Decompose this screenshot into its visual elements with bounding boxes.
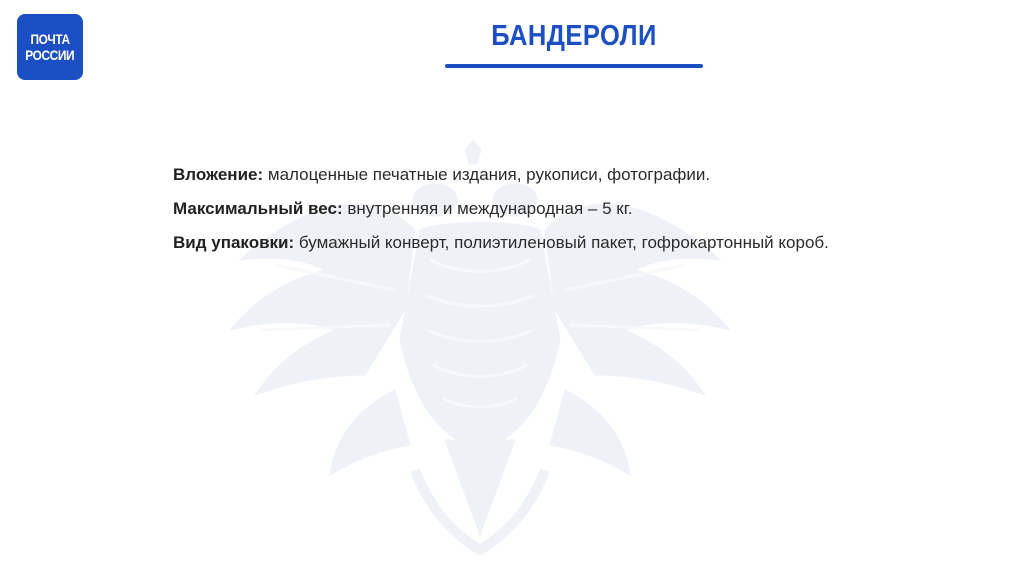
content-item-text: внутренняя и международная – 5 кг. xyxy=(347,199,633,218)
pochta-rossii-logo xyxy=(17,14,83,80)
content-item-text: малоценные печатные издания, рукописи, фотографии. xyxy=(267,165,711,184)
logo-line-2: РОССИИ xyxy=(25,47,75,63)
page-title: БАНДЕРОЛИ xyxy=(491,20,657,52)
content-item-max-weight xyxy=(173,197,893,221)
content-item-attachment xyxy=(173,163,893,187)
content-item-label: Вид упаковки: xyxy=(173,233,295,252)
logo-line-1: ПОЧТА xyxy=(30,31,70,47)
content-list xyxy=(173,163,893,265)
content-item-packaging xyxy=(173,231,893,255)
content-item-label: Вложение: xyxy=(173,165,264,184)
content-item-text: бумажный конверт, полиэтиленовый пакет, гофрокартонный короб. xyxy=(298,233,829,252)
content-item-label: Максимальный вес: xyxy=(173,199,343,218)
title-underline xyxy=(445,64,703,68)
